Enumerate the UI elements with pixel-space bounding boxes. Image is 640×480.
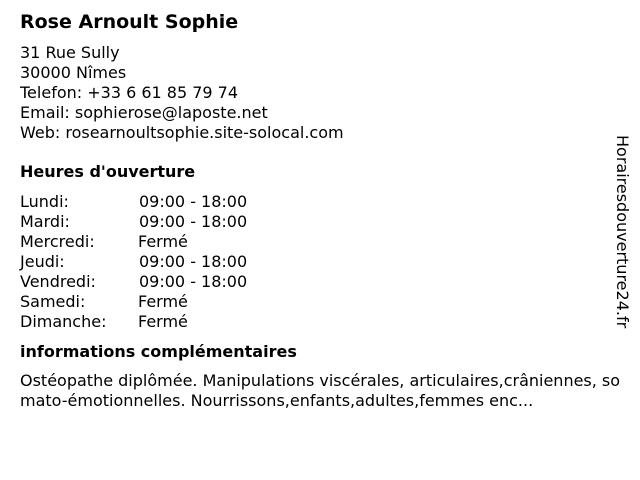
hours-row-saturday	[20, 292, 610, 312]
additional-info-description: Ostéopathe diplômée. Manipulations viscérales, articulaires,crâniennes, somato-émotionnelles. Nourrissons,enfants,adultes,femmes enc...	[20, 371, 621, 410]
opening-hours-title: Heures d'ouverture	[20, 162, 196, 181]
day-label: Lundi:	[20, 192, 69, 211]
day-hours: Fermé	[138, 292, 188, 311]
day-hours: 09:00 - 18:00	[139, 192, 248, 211]
day-hours: 09:00 - 18:00	[139, 252, 248, 271]
hours-row-wednesday	[20, 232, 610, 252]
address-street: 31 Rue Sully	[20, 43, 120, 62]
additional-info-title: informations complémentaires	[20, 342, 297, 361]
web-line: Web: rosearnoultsophie.site-solocal.com	[20, 123, 344, 142]
site-watermark: Horairesdouverture24.fr	[613, 135, 632, 329]
day-label: Samedi:	[20, 292, 86, 311]
hours-row-sunday	[20, 312, 610, 332]
day-hours: Fermé	[138, 312, 188, 331]
day-hours: 09:00 - 18:00	[139, 212, 248, 231]
phone-line: Telefon: +33 6 61 85 79 74	[20, 83, 239, 102]
day-hours: Fermé	[138, 232, 188, 251]
opening-hours-list	[20, 192, 610, 332]
day-label: Jeudi:	[20, 252, 65, 271]
business-card	[20, 10, 621, 411]
business-name: Rose Arnoult Sophie	[20, 11, 239, 33]
hours-row-thursday	[20, 252, 610, 272]
day-label: Dimanche:	[20, 312, 107, 331]
day-label: Mercredi:	[20, 232, 95, 251]
hours-row-friday	[20, 272, 610, 292]
day-hours: 09:00 - 18:00	[139, 272, 248, 291]
day-label: Vendredi:	[20, 272, 96, 291]
email-line: Email: sophierose@laposte.net	[20, 103, 268, 122]
address-city: 30000 Nîmes	[20, 63, 127, 82]
hours-row-tuesday	[20, 212, 610, 232]
day-label: Mardi:	[20, 212, 70, 231]
hours-row-monday	[20, 192, 610, 212]
